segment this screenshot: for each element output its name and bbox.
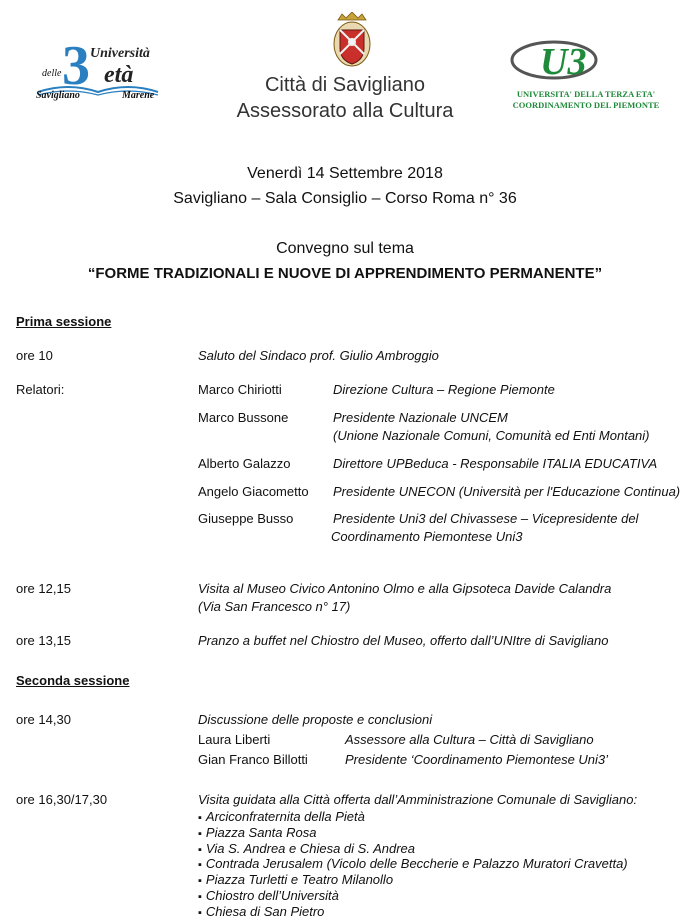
speaker-role-detail: Coordinamento Piemontese Uni3 <box>331 529 523 544</box>
closing-speaker-name: Laura Liberti <box>198 732 271 747</box>
uni3-mark-text: U3 <box>540 41 587 83</box>
event-date: Venerdì 14 Settembre 2018 <box>247 165 443 182</box>
list-item: ▪ Piazza Santa Rosa <box>198 826 628 842</box>
session1-heading: Prima sessione <box>16 314 112 329</box>
speaker-name: Alberto Galazzo <box>198 456 291 471</box>
visit-text: Visita al Museo Civico Antonino Olmo e alla Gipsoteca Davide Calandra <box>198 581 612 596</box>
tour-text: Visita guidata alla Città offerta dall’Amministrazione Comunale di Savigliano: <box>198 792 638 807</box>
speaker-role-detail: (Unione Nazionale Comuni, Comunità ed Enti Montani) <box>333 428 650 443</box>
speaker-role: Direttore UPBeduca - Responsabile ITALIA EDUCATIVA <box>333 456 658 471</box>
lunch-time: ore 13,15 <box>16 633 71 648</box>
speaker-role: Presidente UNECON (Università per l'Educazione Continua) <box>333 484 681 499</box>
speaker-role: Presidente Nazionale UNCEM <box>333 410 508 425</box>
visit-address: (Via San Francesco n° 17) <box>198 599 351 614</box>
speaker-role: Presidente Uni3 del Chivassese – Vicepresidente del <box>333 511 639 526</box>
visit-time: ore 12,15 <box>16 581 71 596</box>
speaker-role: Direzione Cultura – Regione Piemonte <box>333 382 555 397</box>
uni3-logo <box>506 34 666 114</box>
uni3-logo-line2: COORDINAMENTO DEL PIEMONTE <box>512 100 660 110</box>
list-item: ▪ Contrada Jerusalem (Vicolo delle Beccherie e Palazzo Muratori Cravetta) <box>198 857 628 873</box>
logo-delle: delle <box>42 68 62 79</box>
city-crest-icon <box>328 12 376 70</box>
list-item: ▪ Chiostro dell’Università <box>198 889 628 905</box>
speaker-name: Marco Bussone <box>198 410 289 425</box>
speaker-name: Giuseppe Busso <box>198 511 294 526</box>
event-place: Savigliano – Sala Consiglio – Corso Roma n° 36 <box>173 190 517 207</box>
closing-speaker-name: Gian Franco Billotti <box>198 752 308 767</box>
speakers-label: Relatori: <box>16 382 65 397</box>
session2-heading: Seconda sessione <box>16 673 130 688</box>
list-item: ▪ Via S. Andrea e Chiesa di S. Andrea <box>198 842 628 858</box>
tour-time: ore 16,30/17,30 <box>16 792 108 807</box>
lunch-text: Pranzo a buffet nel Chiostro del Museo, offerto dall’UNItre di Savigliano <box>198 633 609 648</box>
opening-text: Saluto del Sindaco prof. Giulio Ambroggio <box>198 348 439 363</box>
event-topic: “FORME TRADIZIONALI E NUOVE DI APPRENDIMENTO PERMANENTE” <box>87 265 603 282</box>
closing-speaker-role: Assessore alla Cultura – Città di Savigliano <box>345 732 594 747</box>
event-topic-intro: Convegno sul tema <box>276 240 414 257</box>
page-subtitle: Assessorato alla Cultura <box>236 100 454 122</box>
speaker-name: Marco Chiriotti <box>198 382 282 397</box>
logo-digit: 3 <box>62 35 90 97</box>
closing-speaker-role: Presidente ‘Coordinamento Piemontese Uni3’ <box>345 752 609 767</box>
tour-stops-list <box>198 810 628 921</box>
uni3-mark-icon <box>510 34 605 86</box>
page-title: Città di Savigliano <box>264 74 426 96</box>
list-item: ▪ Arciconfraternita della Pietà <box>198 810 628 826</box>
discussion-time: ore 14,30 <box>16 712 71 727</box>
list-item: ▪ Chiesa di San Pietro <box>198 905 628 921</box>
uni3-logo-line1: UNIVERSITA' DELLA TERZA ETA' <box>516 89 656 99</box>
discussion-text: Discussione delle proposte e conclusioni <box>198 712 433 727</box>
logo-eta: età <box>104 62 134 88</box>
speaker-name: Angelo Giacometto <box>198 484 309 499</box>
logo-town-savigliano: Savigliano <box>36 90 80 101</box>
opening-time: ore 10 <box>16 348 53 363</box>
list-item: ▪ Piazza Turletti e Teatro Milanollo <box>198 873 628 889</box>
logo-town-marene: Marene <box>122 90 155 101</box>
logo-universita: Università <box>90 46 150 61</box>
